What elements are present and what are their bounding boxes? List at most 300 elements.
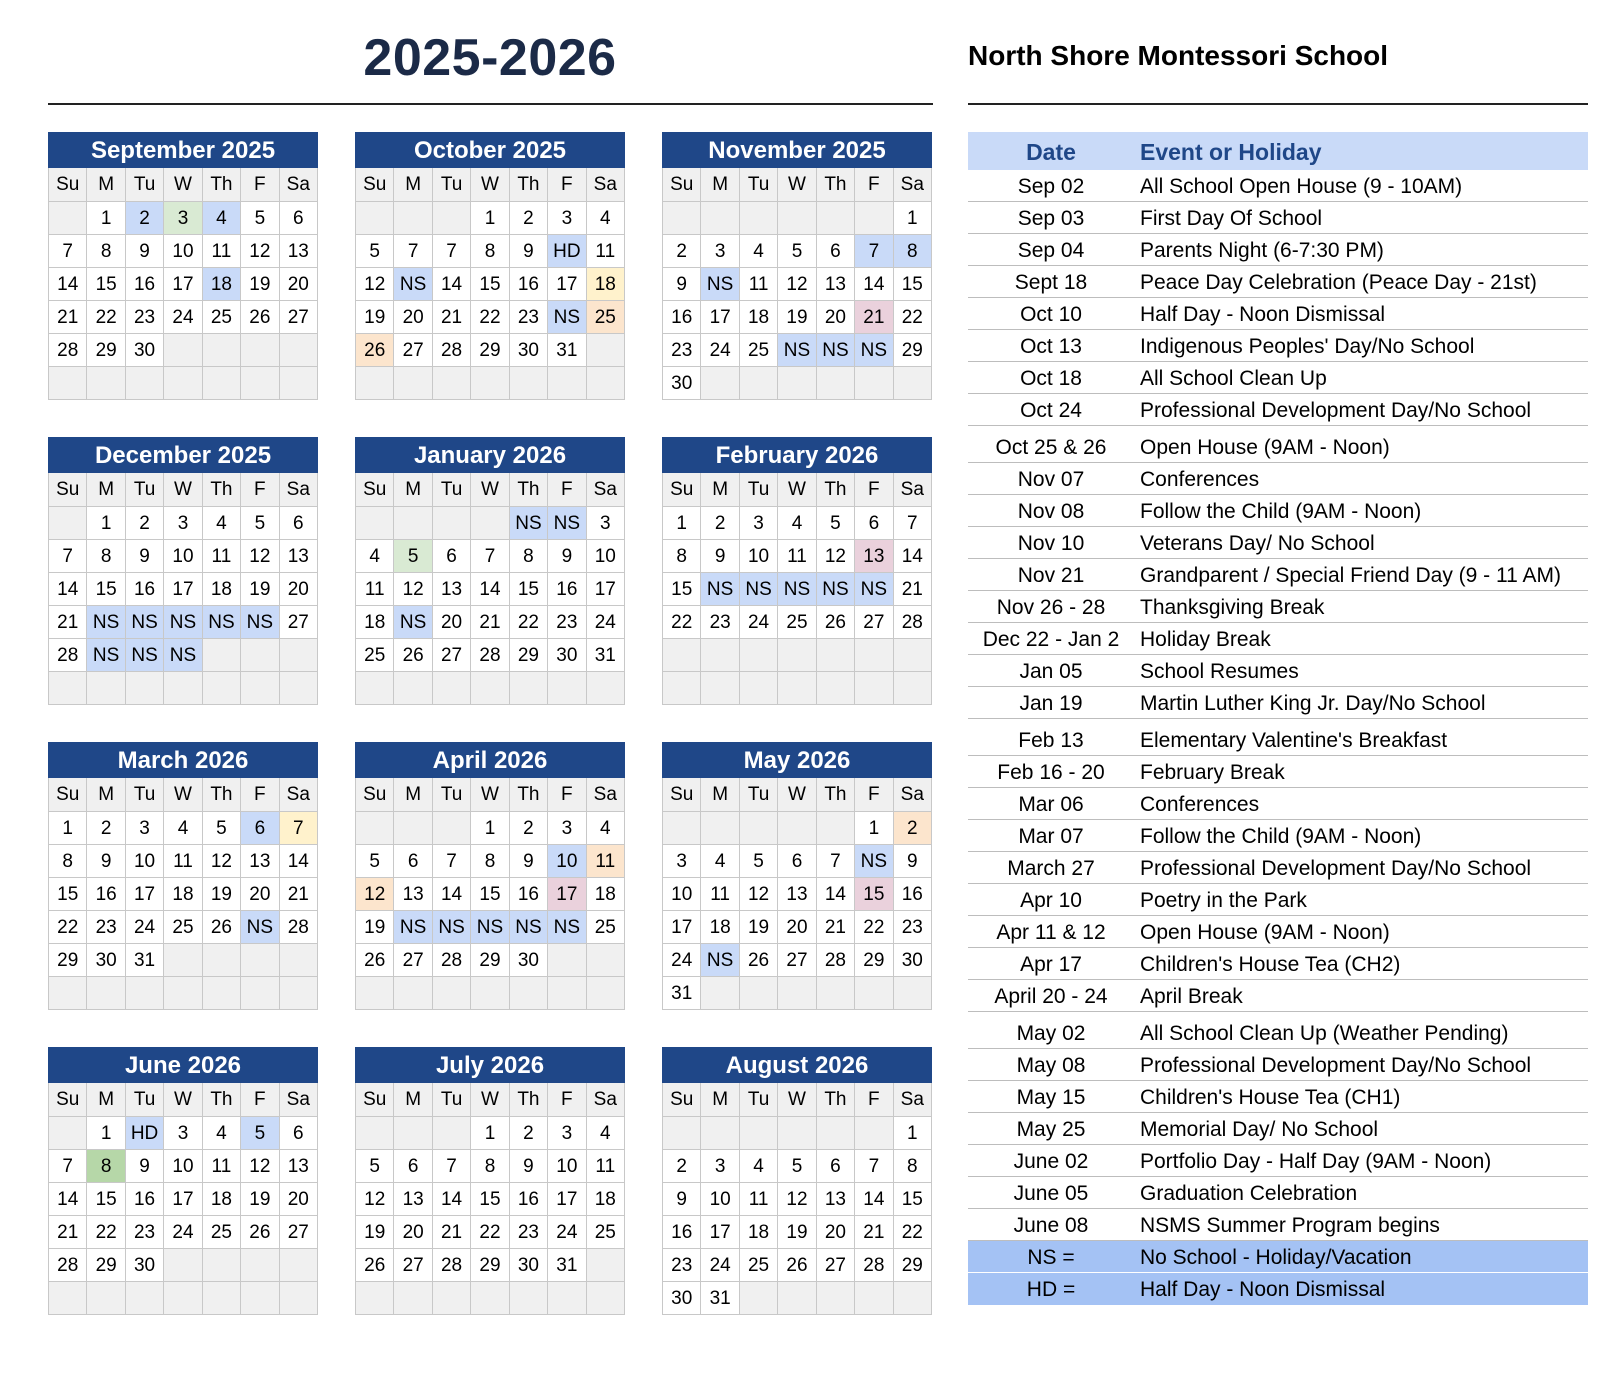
day-cell: NS bbox=[855, 845, 893, 878]
event-date: Oct 13 bbox=[1020, 335, 1082, 358]
event-date: Sep 04 bbox=[1017, 239, 1085, 262]
event-name: School Resumes bbox=[1140, 660, 1299, 683]
event-row bbox=[968, 1113, 1588, 1145]
day-cell: 21 bbox=[49, 301, 87, 334]
event-date: Jan 19 bbox=[1019, 692, 1083, 715]
day-cell: 27 bbox=[855, 606, 893, 639]
weekday-header: Su bbox=[49, 1083, 87, 1117]
weekday-header: Tu bbox=[126, 778, 164, 812]
event-name: Parents Night (6-7:30 PM) bbox=[1140, 239, 1384, 262]
day-cell: 4 bbox=[356, 540, 394, 573]
day-cell: 22 bbox=[471, 1216, 509, 1249]
day-cell: 3 bbox=[587, 507, 625, 540]
day-cell: 14 bbox=[855, 1183, 893, 1216]
day-cell: 20 bbox=[280, 573, 318, 606]
day-cell: 29 bbox=[49, 944, 87, 977]
weekday-header: M bbox=[701, 1083, 739, 1117]
weekday-header: Th bbox=[510, 778, 548, 812]
day-cell: 15 bbox=[510, 573, 548, 606]
day-cell: 31 bbox=[126, 944, 164, 977]
events-table bbox=[968, 132, 1588, 1305]
weekday-header: M bbox=[701, 473, 739, 507]
month-title: December 2025 bbox=[48, 437, 318, 473]
day-cell: 4 bbox=[778, 507, 816, 540]
weekday-header: Th bbox=[817, 473, 855, 507]
event-row bbox=[968, 719, 1588, 756]
event-name: Graduation Celebration bbox=[1140, 1182, 1358, 1205]
day-cell: 8 bbox=[471, 845, 509, 878]
day-cell: 18 bbox=[164, 878, 202, 911]
day-cell: 21 bbox=[471, 606, 509, 639]
day-cell: 16 bbox=[126, 573, 164, 606]
empty-day-cell bbox=[126, 977, 164, 1010]
day-cell: 16 bbox=[126, 268, 164, 301]
day-cell: 16 bbox=[510, 268, 548, 301]
empty-day-cell bbox=[203, 977, 241, 1010]
month-title: October 2025 bbox=[355, 132, 625, 168]
month-calendar bbox=[355, 132, 625, 400]
day-cell: 30 bbox=[510, 944, 548, 977]
weekday-header: F bbox=[241, 778, 279, 812]
empty-day-cell bbox=[740, 1117, 778, 1150]
weekday-header: F bbox=[241, 1083, 279, 1117]
day-cell: 9 bbox=[663, 1183, 701, 1216]
day-cell: 9 bbox=[548, 540, 586, 573]
event-date: June 08 bbox=[1013, 1214, 1089, 1237]
day-cell: 18 bbox=[701, 911, 739, 944]
empty-day-cell bbox=[164, 367, 202, 400]
weekday-header: M bbox=[87, 473, 125, 507]
day-cell: 14 bbox=[49, 268, 87, 301]
day-cell: 29 bbox=[894, 1249, 932, 1282]
day-cell: 20 bbox=[280, 1183, 318, 1216]
day-cell: 9 bbox=[87, 845, 125, 878]
month-grid bbox=[48, 778, 318, 1010]
weekday-header: Tu bbox=[433, 1083, 471, 1117]
empty-day-cell bbox=[203, 334, 241, 367]
day-cell: 6 bbox=[394, 845, 432, 878]
empty-day-cell bbox=[510, 977, 548, 1010]
day-cell: 4 bbox=[203, 1117, 241, 1150]
day-cell: 8 bbox=[663, 540, 701, 573]
day-cell: 27 bbox=[280, 606, 318, 639]
empty-day-cell bbox=[471, 1282, 509, 1315]
day-cell: 22 bbox=[894, 301, 932, 334]
empty-day-cell bbox=[164, 1282, 202, 1315]
event-name: Conferences bbox=[1140, 468, 1260, 491]
event-name: Thanksgiving Break bbox=[1140, 596, 1325, 619]
day-cell: 4 bbox=[203, 507, 241, 540]
day-cell: 3 bbox=[164, 1117, 202, 1150]
event-name: Indigenous Peoples' Day/No School bbox=[1140, 335, 1475, 358]
day-cell: 10 bbox=[587, 540, 625, 573]
empty-day-cell bbox=[471, 367, 509, 400]
event-date: June 02 bbox=[1013, 1150, 1089, 1173]
empty-day-cell bbox=[740, 977, 778, 1010]
weekday-header: Sa bbox=[280, 1083, 318, 1117]
day-cell: 29 bbox=[87, 1249, 125, 1282]
month-calendar bbox=[355, 742, 625, 1010]
empty-day-cell bbox=[394, 202, 432, 235]
day-cell: 15 bbox=[663, 573, 701, 606]
day-cell: 16 bbox=[548, 573, 586, 606]
weekday-header: W bbox=[778, 473, 816, 507]
empty-day-cell bbox=[126, 1282, 164, 1315]
day-cell: 23 bbox=[548, 606, 586, 639]
day-cell: 16 bbox=[894, 878, 932, 911]
empty-day-cell bbox=[587, 944, 625, 977]
empty-day-cell bbox=[203, 1249, 241, 1282]
day-cell: 5 bbox=[241, 507, 279, 540]
day-cell: NS bbox=[471, 911, 509, 944]
empty-day-cell bbox=[587, 334, 625, 367]
day-cell: 7 bbox=[433, 1150, 471, 1183]
weekday-header: Sa bbox=[587, 168, 625, 202]
day-cell: 28 bbox=[433, 334, 471, 367]
day-cell: 22 bbox=[855, 911, 893, 944]
month-grid bbox=[662, 1083, 932, 1315]
empty-day-cell bbox=[203, 639, 241, 672]
day-cell: 16 bbox=[510, 1183, 548, 1216]
day-cell: 10 bbox=[548, 845, 586, 878]
day-cell: NS bbox=[203, 606, 241, 639]
event-name: All School Open House (9 - 10AM) bbox=[1140, 175, 1463, 198]
day-cell: 11 bbox=[740, 268, 778, 301]
day-cell: 11 bbox=[587, 845, 625, 878]
event-row bbox=[968, 330, 1588, 362]
empty-day-cell bbox=[548, 672, 586, 705]
weekday-header: F bbox=[855, 778, 893, 812]
day-cell: 18 bbox=[203, 573, 241, 606]
day-cell: 28 bbox=[433, 944, 471, 977]
day-cell: 31 bbox=[663, 977, 701, 1010]
day-cell: 1 bbox=[87, 507, 125, 540]
event-date: Sep 03 bbox=[1017, 207, 1085, 230]
day-cell: 19 bbox=[778, 301, 816, 334]
day-cell: 11 bbox=[203, 1150, 241, 1183]
empty-day-cell bbox=[280, 977, 318, 1010]
day-cell: 24 bbox=[548, 1216, 586, 1249]
event-row bbox=[968, 298, 1588, 330]
day-cell: 29 bbox=[855, 944, 893, 977]
day-cell: 14 bbox=[817, 878, 855, 911]
day-cell: 8 bbox=[87, 235, 125, 268]
weekday-header: Su bbox=[49, 473, 87, 507]
day-cell: 17 bbox=[126, 878, 164, 911]
day-cell: 7 bbox=[471, 540, 509, 573]
day-cell: 3 bbox=[164, 202, 202, 235]
day-cell: 28 bbox=[433, 1249, 471, 1282]
day-cell: 27 bbox=[778, 944, 816, 977]
day-cell: 14 bbox=[894, 540, 932, 573]
empty-day-cell bbox=[49, 672, 87, 705]
empty-day-cell bbox=[280, 1282, 318, 1315]
empty-day-cell bbox=[778, 639, 816, 672]
day-cell: 23 bbox=[663, 1249, 701, 1282]
empty-day-cell bbox=[241, 1249, 279, 1282]
weekday-header: W bbox=[471, 473, 509, 507]
empty-day-cell bbox=[49, 507, 87, 540]
month-grid bbox=[48, 168, 318, 400]
day-cell: 11 bbox=[587, 1150, 625, 1183]
day-cell: 6 bbox=[280, 202, 318, 235]
day-cell: 17 bbox=[164, 573, 202, 606]
empty-day-cell bbox=[701, 639, 739, 672]
day-cell: 1 bbox=[471, 812, 509, 845]
day-cell: 12 bbox=[241, 540, 279, 573]
day-cell: 6 bbox=[817, 1150, 855, 1183]
day-cell: 25 bbox=[740, 1249, 778, 1282]
day-cell: 14 bbox=[855, 268, 893, 301]
event-name: Portfolio Day - Half Day (9AM - Noon) bbox=[1140, 1150, 1492, 1173]
day-cell: 29 bbox=[87, 334, 125, 367]
day-cell: 13 bbox=[855, 540, 893, 573]
day-cell: 7 bbox=[280, 812, 318, 845]
event-row bbox=[968, 202, 1588, 234]
weekday-header: Th bbox=[203, 1083, 241, 1117]
day-cell: 5 bbox=[241, 202, 279, 235]
empty-day-cell bbox=[701, 202, 739, 235]
day-cell: 25 bbox=[203, 301, 241, 334]
day-cell: 9 bbox=[701, 540, 739, 573]
weekday-header: Tu bbox=[433, 168, 471, 202]
empty-day-cell bbox=[164, 1249, 202, 1282]
weekday-header: Sa bbox=[894, 1083, 932, 1117]
event-name: NSMS Summer Program begins bbox=[1140, 1214, 1440, 1237]
empty-day-cell bbox=[778, 672, 816, 705]
day-cell: 11 bbox=[203, 540, 241, 573]
event-name: Open House (9AM - Noon) bbox=[1140, 921, 1390, 944]
empty-day-cell bbox=[356, 367, 394, 400]
day-cell: 9 bbox=[126, 540, 164, 573]
day-cell: 6 bbox=[778, 845, 816, 878]
empty-day-cell bbox=[663, 1117, 701, 1150]
day-cell: 24 bbox=[126, 911, 164, 944]
day-cell: 6 bbox=[817, 235, 855, 268]
empty-day-cell bbox=[203, 672, 241, 705]
events-header-date: Date bbox=[1026, 139, 1076, 165]
weekday-header: Su bbox=[663, 778, 701, 812]
month-calendar bbox=[48, 1047, 318, 1315]
empty-day-cell bbox=[394, 1282, 432, 1315]
day-cell: NS bbox=[510, 911, 548, 944]
weekday-header: Th bbox=[203, 473, 241, 507]
event-row bbox=[968, 495, 1588, 527]
event-date: Feb 13 bbox=[1018, 729, 1084, 752]
day-cell: 13 bbox=[280, 540, 318, 573]
day-cell: 21 bbox=[894, 573, 932, 606]
day-cell: 21 bbox=[280, 878, 318, 911]
month-calendar bbox=[48, 742, 318, 1010]
event-name: Poetry in the Park bbox=[1140, 889, 1307, 912]
day-cell: 25 bbox=[587, 911, 625, 944]
empty-day-cell bbox=[203, 367, 241, 400]
day-cell: 17 bbox=[587, 573, 625, 606]
weekday-header: Su bbox=[663, 168, 701, 202]
empty-day-cell bbox=[894, 1282, 932, 1315]
day-cell: 27 bbox=[394, 334, 432, 367]
empty-day-cell bbox=[433, 202, 471, 235]
event-row bbox=[968, 1209, 1588, 1241]
weekday-header: W bbox=[778, 168, 816, 202]
empty-day-cell bbox=[548, 944, 586, 977]
month-calendar bbox=[662, 1047, 932, 1315]
legend-meaning: Half Day - Noon Dismissal bbox=[1140, 1278, 1386, 1301]
event-row bbox=[968, 852, 1588, 884]
day-cell: 18 bbox=[587, 1183, 625, 1216]
empty-day-cell bbox=[587, 672, 625, 705]
event-row bbox=[968, 1049, 1588, 1081]
day-cell: 22 bbox=[510, 606, 548, 639]
day-cell: 3 bbox=[126, 812, 164, 845]
day-cell: 1 bbox=[87, 1117, 125, 1150]
empty-day-cell bbox=[701, 672, 739, 705]
day-cell: 22 bbox=[87, 1216, 125, 1249]
day-cell: 4 bbox=[164, 812, 202, 845]
day-cell: 22 bbox=[87, 301, 125, 334]
day-cell: 26 bbox=[817, 606, 855, 639]
month-title: January 2026 bbox=[355, 437, 625, 473]
weekday-header: F bbox=[241, 168, 279, 202]
day-cell: 19 bbox=[356, 1216, 394, 1249]
day-cell: 11 bbox=[740, 1183, 778, 1216]
month-calendar bbox=[48, 132, 318, 400]
day-cell: 27 bbox=[280, 301, 318, 334]
day-cell: 20 bbox=[433, 606, 471, 639]
day-cell: 17 bbox=[663, 911, 701, 944]
event-date: Oct 24 bbox=[1020, 399, 1082, 422]
empty-day-cell bbox=[164, 672, 202, 705]
month-grid bbox=[662, 473, 932, 705]
day-cell: 20 bbox=[817, 1216, 855, 1249]
day-cell: 23 bbox=[894, 911, 932, 944]
day-cell: 17 bbox=[701, 301, 739, 334]
empty-day-cell bbox=[433, 977, 471, 1010]
empty-day-cell bbox=[203, 944, 241, 977]
day-cell: 30 bbox=[510, 334, 548, 367]
day-cell: 28 bbox=[49, 1249, 87, 1282]
empty-day-cell bbox=[894, 672, 932, 705]
weekday-header: M bbox=[701, 778, 739, 812]
event-date: Mar 07 bbox=[1018, 825, 1084, 848]
day-cell: NS bbox=[126, 639, 164, 672]
weekday-header: M bbox=[394, 473, 432, 507]
event-date: May 02 bbox=[1016, 1022, 1086, 1045]
event-name: Holiday Break bbox=[1140, 628, 1271, 651]
day-cell: 19 bbox=[241, 268, 279, 301]
weekday-header: Tu bbox=[740, 168, 778, 202]
day-cell: 12 bbox=[241, 1150, 279, 1183]
day-cell: 28 bbox=[471, 639, 509, 672]
day-cell: 26 bbox=[241, 1216, 279, 1249]
empty-day-cell bbox=[855, 202, 893, 235]
day-cell: 15 bbox=[87, 1183, 125, 1216]
day-cell: NS bbox=[164, 639, 202, 672]
weekday-header: F bbox=[855, 168, 893, 202]
day-cell: 2 bbox=[894, 812, 932, 845]
day-cell: 9 bbox=[510, 845, 548, 878]
day-cell: 7 bbox=[49, 235, 87, 268]
empty-day-cell bbox=[855, 639, 893, 672]
day-cell: 10 bbox=[164, 235, 202, 268]
empty-day-cell bbox=[356, 1282, 394, 1315]
empty-day-cell bbox=[203, 1282, 241, 1315]
day-cell: 16 bbox=[663, 1216, 701, 1249]
day-cell: 6 bbox=[433, 540, 471, 573]
day-cell: 26 bbox=[356, 1249, 394, 1282]
empty-day-cell bbox=[164, 334, 202, 367]
event-date: Sept 18 bbox=[1014, 271, 1088, 294]
weekday-header: F bbox=[855, 473, 893, 507]
event-date: Oct 25 & 26 bbox=[995, 436, 1107, 459]
month-calendar bbox=[355, 1047, 625, 1315]
day-cell: 10 bbox=[548, 1150, 586, 1183]
day-cell: 7 bbox=[433, 235, 471, 268]
day-cell: 15 bbox=[49, 878, 87, 911]
day-cell: 10 bbox=[663, 878, 701, 911]
day-cell: 4 bbox=[740, 235, 778, 268]
day-cell: NS bbox=[855, 573, 893, 606]
weekday-header: M bbox=[701, 168, 739, 202]
empty-day-cell bbox=[126, 367, 164, 400]
weekday-header: M bbox=[394, 1083, 432, 1117]
day-cell: 14 bbox=[433, 878, 471, 911]
event-name: All School Clean Up bbox=[1140, 367, 1327, 390]
day-cell: 17 bbox=[548, 878, 586, 911]
empty-day-cell bbox=[471, 977, 509, 1010]
event-name: Veterans Day/ No School bbox=[1140, 532, 1375, 555]
day-cell: 20 bbox=[817, 301, 855, 334]
event-name: Follow the Child (9AM - Noon) bbox=[1140, 500, 1422, 523]
day-cell: 24 bbox=[701, 1249, 739, 1282]
day-cell: 12 bbox=[203, 845, 241, 878]
day-cell: 13 bbox=[394, 878, 432, 911]
day-cell: 29 bbox=[471, 944, 509, 977]
weekday-header: W bbox=[471, 1083, 509, 1117]
day-cell: NS bbox=[394, 606, 432, 639]
day-cell: 14 bbox=[471, 573, 509, 606]
day-cell: 31 bbox=[701, 1282, 739, 1315]
day-cell: 9 bbox=[126, 1150, 164, 1183]
day-cell: 26 bbox=[203, 911, 241, 944]
event-name: Children's House Tea (CH1) bbox=[1140, 1086, 1401, 1109]
weekday-header: Sa bbox=[280, 473, 318, 507]
day-cell: 23 bbox=[510, 1216, 548, 1249]
day-cell: 9 bbox=[663, 268, 701, 301]
day-cell: 25 bbox=[203, 1216, 241, 1249]
day-cell: 15 bbox=[471, 1183, 509, 1216]
event-date: May 08 bbox=[1016, 1054, 1086, 1077]
day-cell: 7 bbox=[817, 845, 855, 878]
day-cell: 28 bbox=[894, 606, 932, 639]
empty-day-cell bbox=[817, 639, 855, 672]
day-cell: 7 bbox=[49, 1150, 87, 1183]
weekday-header: M bbox=[394, 778, 432, 812]
weekday-header: Sa bbox=[894, 778, 932, 812]
empty-day-cell bbox=[817, 977, 855, 1010]
event-row bbox=[968, 591, 1588, 623]
day-cell: 26 bbox=[740, 944, 778, 977]
weekday-header: Sa bbox=[587, 778, 625, 812]
weekday-header: Sa bbox=[894, 168, 932, 202]
empty-day-cell bbox=[740, 367, 778, 400]
weekday-header: Su bbox=[356, 778, 394, 812]
day-cell: 5 bbox=[394, 540, 432, 573]
event-row bbox=[968, 170, 1588, 202]
day-cell: 25 bbox=[164, 911, 202, 944]
day-cell: 15 bbox=[87, 268, 125, 301]
event-date: Nov 10 bbox=[1017, 532, 1085, 555]
